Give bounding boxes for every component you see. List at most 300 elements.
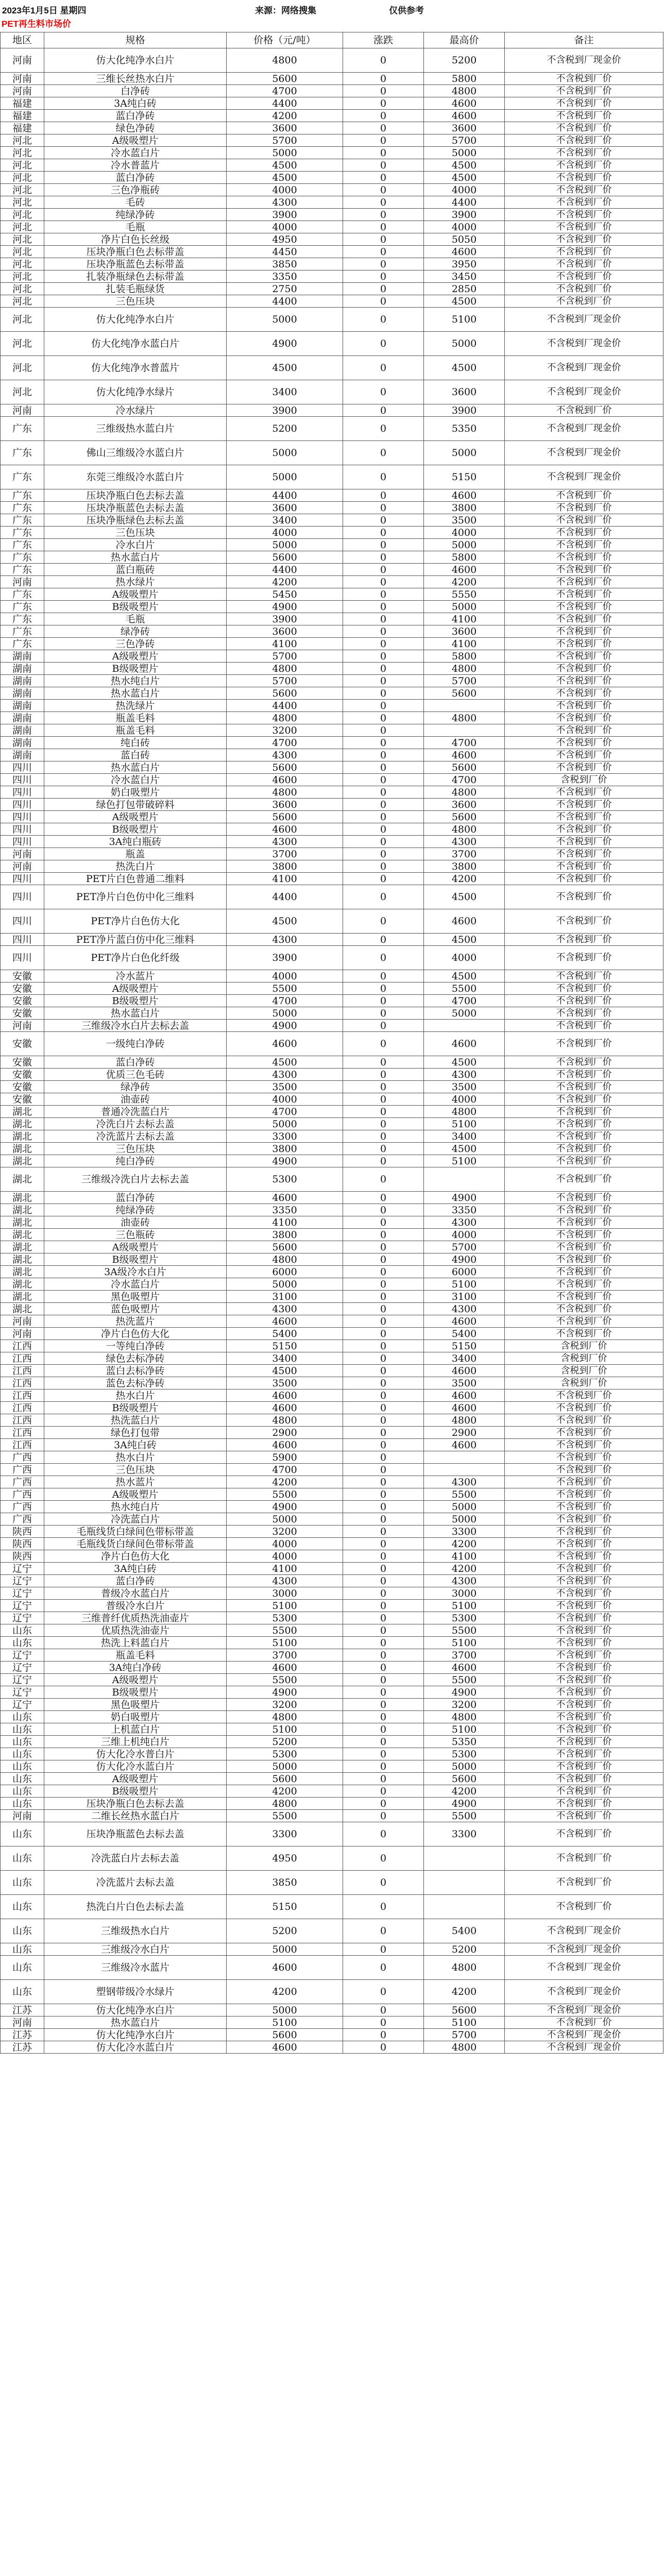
cell-price: 5450 xyxy=(227,588,343,601)
cell-price: 5500 xyxy=(227,1674,343,1686)
cell-note: 不含税到厂价 xyxy=(505,1612,663,1624)
cell-change: 0 xyxy=(343,1020,424,1032)
cell-high: 4200 xyxy=(424,576,505,588)
cell-region: 山东 xyxy=(1,1943,44,1956)
cell-note: 不含税到厂现金价 xyxy=(505,332,663,356)
cell-spec: 三色压块 xyxy=(44,527,227,539)
table-row xyxy=(1,85,663,97)
cell-change: 0 xyxy=(343,982,424,995)
cell-change: 0 xyxy=(343,1315,424,1328)
cell-spec: A级吸塑片 xyxy=(44,588,227,601)
cell-region: 江西 xyxy=(1,1352,44,1365)
cell-region: 广东 xyxy=(1,613,44,625)
table-row xyxy=(1,1956,663,1980)
cell-note: 不含税到厂价 xyxy=(505,110,663,122)
cell-price: 5600 xyxy=(227,811,343,823)
cell-spec: 三维长丝热水白片 xyxy=(44,73,227,85)
cell-change: 0 xyxy=(343,147,424,159)
cell-note: 不含税到厂价 xyxy=(505,1501,663,1513)
table-row xyxy=(1,1253,663,1266)
table-row xyxy=(1,404,663,417)
cell-high: 3950 xyxy=(424,258,505,270)
cell-region: 安徽 xyxy=(1,1069,44,1081)
cell-change: 0 xyxy=(343,97,424,110)
cell-spec: 压块净瓶蓝色去标去盖 xyxy=(44,502,227,514)
cell-note: 不含税到厂价 xyxy=(505,1810,663,1822)
cell-region: 湖南 xyxy=(1,737,44,749)
cell-price: 5000 xyxy=(227,1118,343,1130)
report-header xyxy=(0,0,664,16)
cell-spec: 三色压块 xyxy=(44,1143,227,1155)
cell-note: 不含税到厂现金价 xyxy=(505,2004,663,2016)
cell-spec: 仿大化纯净水白片 xyxy=(44,2004,227,2016)
table-row xyxy=(1,1563,663,1575)
cell-region: 江西 xyxy=(1,1439,44,1451)
cell-price: 4900 xyxy=(227,332,343,356)
cell-region: 河南 xyxy=(1,1328,44,1340)
cell-note: 不含税到厂价 xyxy=(505,1414,663,1427)
cell-note: 不含税到厂价 xyxy=(505,1846,663,1871)
cell-spec: 白净砖 xyxy=(44,85,227,97)
column-header: 价格（元/吨） xyxy=(227,32,343,48)
cell-price: 3100 xyxy=(227,1291,343,1303)
cell-change: 0 xyxy=(343,1216,424,1229)
cell-price: 4800 xyxy=(227,712,343,724)
table-row xyxy=(1,1081,663,1093)
cell-spec: 热洗蓝白片 xyxy=(44,1414,227,1427)
cell-change: 0 xyxy=(343,1526,424,1538)
table-row xyxy=(1,1427,663,1439)
cell-region: 河北 xyxy=(1,209,44,221)
cell-region: 湖北 xyxy=(1,1291,44,1303)
cell-high: 4300 xyxy=(424,1069,505,1081)
cell-high: 5000 xyxy=(424,1513,505,1526)
cell-high: 3000 xyxy=(424,1587,505,1600)
cell-high: 4200 xyxy=(424,873,505,885)
cell-price: 4600 xyxy=(227,1192,343,1204)
table-header-row xyxy=(1,32,663,48)
cell-note: 不含税到厂价 xyxy=(505,1216,663,1229)
cell-price: 5300 xyxy=(227,1167,343,1192)
cell-price: 5500 xyxy=(227,1488,343,1501)
cell-note: 不含税到厂价 xyxy=(505,404,663,417)
cell-spec: 普级冷水白片 xyxy=(44,1600,227,1612)
cell-note: 不含税到厂现金价 xyxy=(505,1956,663,1980)
cell-change: 0 xyxy=(343,1575,424,1587)
cell-spec: 热水纯白片 xyxy=(44,1501,227,1513)
table-row xyxy=(1,1488,663,1501)
cell-price: 4800 xyxy=(227,1414,343,1427)
cell-region: 广西 xyxy=(1,1513,44,1526)
cell-region: 河南 xyxy=(1,1810,44,1822)
cell-note: 不含税到厂价 xyxy=(505,1748,663,1760)
table-row xyxy=(1,1526,663,1538)
cell-price: 4600 xyxy=(227,1032,343,1056)
cell-spec: 三维级冷水白片 xyxy=(44,1943,227,1956)
table-row xyxy=(1,588,663,601)
table-row xyxy=(1,1069,663,1081)
cell-note: 不含税到厂价 xyxy=(505,613,663,625)
cell-region: 四川 xyxy=(1,811,44,823)
cell-change: 0 xyxy=(343,1007,424,1020)
cell-change: 0 xyxy=(343,588,424,601)
cell-note: 不含税到厂价 xyxy=(505,73,663,85)
cell-spec: 油壶砖 xyxy=(44,1216,227,1229)
cell-price: 5300 xyxy=(227,1612,343,1624)
cell-change: 0 xyxy=(343,1278,424,1291)
cell-region: 四川 xyxy=(1,786,44,799)
cell-change: 0 xyxy=(343,1662,424,1674)
cell-high: 5400 xyxy=(424,1328,505,1340)
cell-note: 不含税到厂价 xyxy=(505,1439,663,1451)
table-row xyxy=(1,283,663,295)
cell-change: 0 xyxy=(343,1563,424,1575)
cell-price: 4900 xyxy=(227,601,343,613)
cell-note: 含税到厂价 xyxy=(505,1365,663,1377)
cell-price: 5600 xyxy=(227,2029,343,2041)
cell-spec: 优质三色毛砖 xyxy=(44,1069,227,1081)
cell-spec: 压块净瓶白色去标带盖 xyxy=(44,246,227,258)
cell-high: 3500 xyxy=(424,514,505,527)
cell-high xyxy=(424,1464,505,1476)
cell-spec: B级吸塑片 xyxy=(44,1686,227,1699)
table-row xyxy=(1,332,663,356)
cell-spec: 仿大化冷水蓝白片 xyxy=(44,2041,227,2054)
cell-change: 0 xyxy=(343,380,424,404)
cell-high: 5000 xyxy=(424,147,505,159)
cell-price: 4600 xyxy=(227,1956,343,1980)
cell-high: 4400 xyxy=(424,196,505,209)
cell-spec: 绿净砖 xyxy=(44,1081,227,1093)
column-header: 最高价 xyxy=(424,32,505,48)
cell-region: 安徽 xyxy=(1,1081,44,1093)
cell-high: 4500 xyxy=(424,1143,505,1155)
table-row xyxy=(1,1736,663,1748)
cell-region: 河南 xyxy=(1,848,44,860)
cell-change: 0 xyxy=(343,2004,424,2016)
cell-price: 4600 xyxy=(227,823,343,836)
cell-spec: A级吸塑片 xyxy=(44,650,227,663)
cell-region: 山东 xyxy=(1,1871,44,1895)
cell-region: 河北 xyxy=(1,134,44,147)
cell-region: 陕西 xyxy=(1,1538,44,1550)
cell-change: 0 xyxy=(343,1032,424,1056)
cell-note: 不含税到厂价 xyxy=(505,1402,663,1414)
cell-region: 广东 xyxy=(1,489,44,502)
cell-region: 辽宁 xyxy=(1,1674,44,1686)
cell-spec: 仿大化纯净水白片 xyxy=(44,308,227,332)
cell-high: 4600 xyxy=(424,489,505,502)
cell-region: 辽宁 xyxy=(1,1563,44,1575)
cell-note: 不含税到厂价 xyxy=(505,1192,663,1204)
section-title: PET再生料市场价 xyxy=(2,19,72,29)
cell-region: 广东 xyxy=(1,527,44,539)
cell-price: 4000 xyxy=(227,1550,343,1563)
cell-price: 3300 xyxy=(227,1822,343,1846)
cell-price: 4300 xyxy=(227,934,343,946)
table-row xyxy=(1,601,663,613)
cell-note: 不含税到厂现金价 xyxy=(505,1943,663,1956)
cell-note: 不含税到厂价 xyxy=(505,823,663,836)
cell-spec: 黑色吸塑片 xyxy=(44,1291,227,1303)
cell-spec: 净片白色长丝级 xyxy=(44,233,227,246)
cell-high: 5200 xyxy=(424,48,505,73)
cell-spec: 绿色打包带破碎料 xyxy=(44,799,227,811)
cell-region: 河北 xyxy=(1,295,44,308)
cell-change: 0 xyxy=(343,1093,424,1106)
cell-high: 5000 xyxy=(424,332,505,356)
cell-high: 3100 xyxy=(424,1291,505,1303)
cell-spec: 冷水蓝白片 xyxy=(44,147,227,159)
cell-note: 不含税到厂价 xyxy=(505,1760,663,1773)
cell-note: 不含税到厂价 xyxy=(505,1736,663,1748)
cell-change: 0 xyxy=(343,885,424,909)
cell-price: 4300 xyxy=(227,749,343,761)
cell-change: 0 xyxy=(343,258,424,270)
cell-change: 0 xyxy=(343,73,424,85)
cell-price: 4000 xyxy=(227,970,343,982)
cell-spec: 三维级冷水白片去标去盖 xyxy=(44,1020,227,1032)
cell-spec: A级吸塑片 xyxy=(44,811,227,823)
cell-high: 4800 xyxy=(424,2041,505,2054)
cell-note: 不含税到厂价 xyxy=(505,1069,663,1081)
table-row xyxy=(1,159,663,172)
cell-spec: 3A纯白砖 xyxy=(44,1563,227,1575)
cell-region: 河北 xyxy=(1,184,44,196)
table-row xyxy=(1,1612,663,1624)
cell-spec: 冷水普蓝片 xyxy=(44,159,227,172)
cell-note: 不含税到厂价 xyxy=(505,258,663,270)
cell-high: 4800 xyxy=(424,85,505,97)
cell-change: 0 xyxy=(343,1291,424,1303)
cell-change: 0 xyxy=(343,1846,424,1871)
cell-note: 不含税到厂价 xyxy=(505,1451,663,1464)
cell-region: 山东 xyxy=(1,1624,44,1637)
cell-high: 4600 xyxy=(424,1402,505,1414)
cell-price: 4300 xyxy=(227,196,343,209)
table-row xyxy=(1,2016,663,2029)
table-row xyxy=(1,356,663,380)
cell-change: 0 xyxy=(343,1538,424,1550)
cell-high: 3500 xyxy=(424,1081,505,1093)
cell-note: 不含税到厂价 xyxy=(505,1686,663,1699)
cell-high: 4800 xyxy=(424,1414,505,1427)
cell-note: 不含税到厂价 xyxy=(505,539,663,551)
cell-price: 4500 xyxy=(227,1056,343,1069)
cell-region: 四川 xyxy=(1,799,44,811)
cell-spec: A级吸塑片 xyxy=(44,1488,227,1501)
cell-note: 不含税到厂价 xyxy=(505,1711,663,1723)
cell-spec: 普通冷洗蓝白片 xyxy=(44,1106,227,1118)
cell-spec: 毛瓶 xyxy=(44,613,227,625)
table-row xyxy=(1,650,663,663)
cell-change: 0 xyxy=(343,1143,424,1155)
cell-spec: 压块净瓶绿色去标去盖 xyxy=(44,514,227,527)
cell-note: 不含税到厂价 xyxy=(505,799,663,811)
cell-spec: 一等纯白净砖 xyxy=(44,1340,227,1352)
cell-high: 4000 xyxy=(424,184,505,196)
table-row xyxy=(1,1365,663,1377)
cell-price: 4200 xyxy=(227,1476,343,1488)
cell-change: 0 xyxy=(343,823,424,836)
table-row xyxy=(1,1414,663,1427)
cell-spec: 热水白片 xyxy=(44,1389,227,1402)
cell-region: 山东 xyxy=(1,1919,44,1943)
cell-high: 4300 xyxy=(424,1216,505,1229)
table-row xyxy=(1,737,663,749)
cell-change: 0 xyxy=(343,1352,424,1365)
cell-change: 0 xyxy=(343,1155,424,1167)
cell-high: 4500 xyxy=(424,295,505,308)
cell-change: 0 xyxy=(343,332,424,356)
cell-spec: 三维级冷洗白片去标去盖 xyxy=(44,1167,227,1192)
cell-note: 不含税到厂现金价 xyxy=(505,308,663,332)
cell-price: 5700 xyxy=(227,134,343,147)
cell-price: 5000 xyxy=(227,1760,343,1773)
cell-price: 5000 xyxy=(227,1943,343,1956)
cell-change: 0 xyxy=(343,625,424,638)
cell-region: 辽宁 xyxy=(1,1600,44,1612)
cell-region: 四川 xyxy=(1,885,44,909)
cell-region: 湖南 xyxy=(1,724,44,737)
cell-spec: B级吸塑片 xyxy=(44,995,227,1007)
cell-price: 4500 xyxy=(227,172,343,184)
cell-price: 5000 xyxy=(227,465,343,489)
cell-spec: 仿大化纯净水普蓝片 xyxy=(44,356,227,380)
cell-price: 5500 xyxy=(227,1810,343,1822)
cell-region: 广东 xyxy=(1,441,44,465)
cell-high: 3800 xyxy=(424,860,505,873)
cell-region: 安徽 xyxy=(1,995,44,1007)
cell-region: 河北 xyxy=(1,308,44,332)
cell-high: 5100 xyxy=(424,2016,505,2029)
cell-region: 陕西 xyxy=(1,1550,44,1563)
table-row xyxy=(1,712,663,724)
cell-price: 4200 xyxy=(227,1980,343,2004)
table-row xyxy=(1,1686,663,1699)
table-row xyxy=(1,1785,663,1798)
cell-spec: 三维级热水蓝白片 xyxy=(44,417,227,441)
cell-region: 广东 xyxy=(1,465,44,489)
cell-change: 0 xyxy=(343,613,424,625)
cell-note: 不含税到厂价 xyxy=(505,638,663,650)
cell-high: 4200 xyxy=(424,1785,505,1798)
cell-spec: 纯绿净砖 xyxy=(44,1204,227,1216)
cell-price: 3400 xyxy=(227,1352,343,1365)
cell-note: 不含税到厂价 xyxy=(505,1476,663,1488)
cell-spec: 压块净瓶蓝色去标带盖 xyxy=(44,258,227,270)
cell-note: 不含税到厂价 xyxy=(505,1155,663,1167)
cell-high: 5500 xyxy=(424,982,505,995)
cell-region: 湖北 xyxy=(1,1204,44,1216)
cell-change: 0 xyxy=(343,404,424,417)
cell-spec: 仿大化纯净水白片 xyxy=(44,2029,227,2041)
cell-note: 不含税到厂价 xyxy=(505,1020,663,1032)
cell-region: 湖北 xyxy=(1,1167,44,1192)
cell-region: 河南 xyxy=(1,860,44,873)
cell-change: 0 xyxy=(343,1229,424,1241)
cell-change: 0 xyxy=(343,1550,424,1563)
table-row xyxy=(1,184,663,196)
cell-price: 4400 xyxy=(227,700,343,712)
cell-change: 0 xyxy=(343,934,424,946)
table-row xyxy=(1,1600,663,1612)
cell-change: 0 xyxy=(343,283,424,295)
cell-high: 4000 xyxy=(424,221,505,233)
cell-spec: 热洗上料蓝白片 xyxy=(44,1637,227,1649)
table-row xyxy=(1,1155,663,1167)
cell-note: 含税到厂价 xyxy=(505,1352,663,1365)
cell-spec: 3A纯白瓶砖 xyxy=(44,836,227,848)
cell-spec: 绿色打包带 xyxy=(44,1427,227,1439)
table-row xyxy=(1,970,663,982)
table-row xyxy=(1,441,663,465)
cell-spec: 蓝白去标净砖 xyxy=(44,1365,227,1377)
cell-price: 5900 xyxy=(227,1451,343,1464)
cell-spec: 蓝白净砖 xyxy=(44,172,227,184)
cell-change: 0 xyxy=(343,1167,424,1192)
cell-change: 0 xyxy=(343,1377,424,1389)
cell-price: 5700 xyxy=(227,650,343,663)
cell-high: 5100 xyxy=(424,1118,505,1130)
cell-region: 河北 xyxy=(1,233,44,246)
cell-price: 3400 xyxy=(227,380,343,404)
cell-high: 4300 xyxy=(424,1476,505,1488)
cell-note: 不含税到厂价 xyxy=(505,1032,663,1056)
cell-note: 不含税到厂价 xyxy=(505,1773,663,1785)
cell-spec: 扎装净瓶绿色去标带盖 xyxy=(44,270,227,283)
cell-high: 5100 xyxy=(424,1600,505,1612)
cell-region: 河北 xyxy=(1,159,44,172)
cell-price: 4950 xyxy=(227,1846,343,1871)
cell-change: 0 xyxy=(343,601,424,613)
table-row xyxy=(1,417,663,441)
cell-high: 5600 xyxy=(424,761,505,774)
cell-spec: 毛砖 xyxy=(44,196,227,209)
cell-region: 河北 xyxy=(1,196,44,209)
cell-region: 陕西 xyxy=(1,1526,44,1538)
cell-note: 不含税到厂价 xyxy=(505,848,663,860)
cell-price: 4500 xyxy=(227,356,343,380)
table-row xyxy=(1,1649,663,1662)
table-row xyxy=(1,514,663,527)
cell-change: 0 xyxy=(343,1686,424,1699)
cell-change: 0 xyxy=(343,159,424,172)
cell-region: 湖南 xyxy=(1,663,44,675)
cell-region: 四川 xyxy=(1,873,44,885)
cell-region: 山东 xyxy=(1,1736,44,1748)
cell-high: 5800 xyxy=(424,73,505,85)
cell-region: 广东 xyxy=(1,601,44,613)
table-row xyxy=(1,1711,663,1723)
cell-spec: B级吸塑片 xyxy=(44,1785,227,1798)
cell-note: 不含税到厂价 xyxy=(505,196,663,209)
table-row xyxy=(1,995,663,1007)
cell-note: 含税到厂价 xyxy=(505,774,663,786)
cell-price: 3800 xyxy=(227,1143,343,1155)
cell-price: 5100 xyxy=(227,1637,343,1649)
cell-region: 山东 xyxy=(1,1760,44,1773)
cell-spec: 冷水白片 xyxy=(44,539,227,551)
cell-region: 湖北 xyxy=(1,1155,44,1167)
cell-region: 福建 xyxy=(1,110,44,122)
cell-price: 5100 xyxy=(227,2016,343,2029)
cell-price: 3600 xyxy=(227,625,343,638)
cell-high: 5350 xyxy=(424,417,505,441)
cell-price: 4450 xyxy=(227,246,343,258)
cell-change: 0 xyxy=(343,1241,424,1253)
cell-change: 0 xyxy=(343,1980,424,2004)
